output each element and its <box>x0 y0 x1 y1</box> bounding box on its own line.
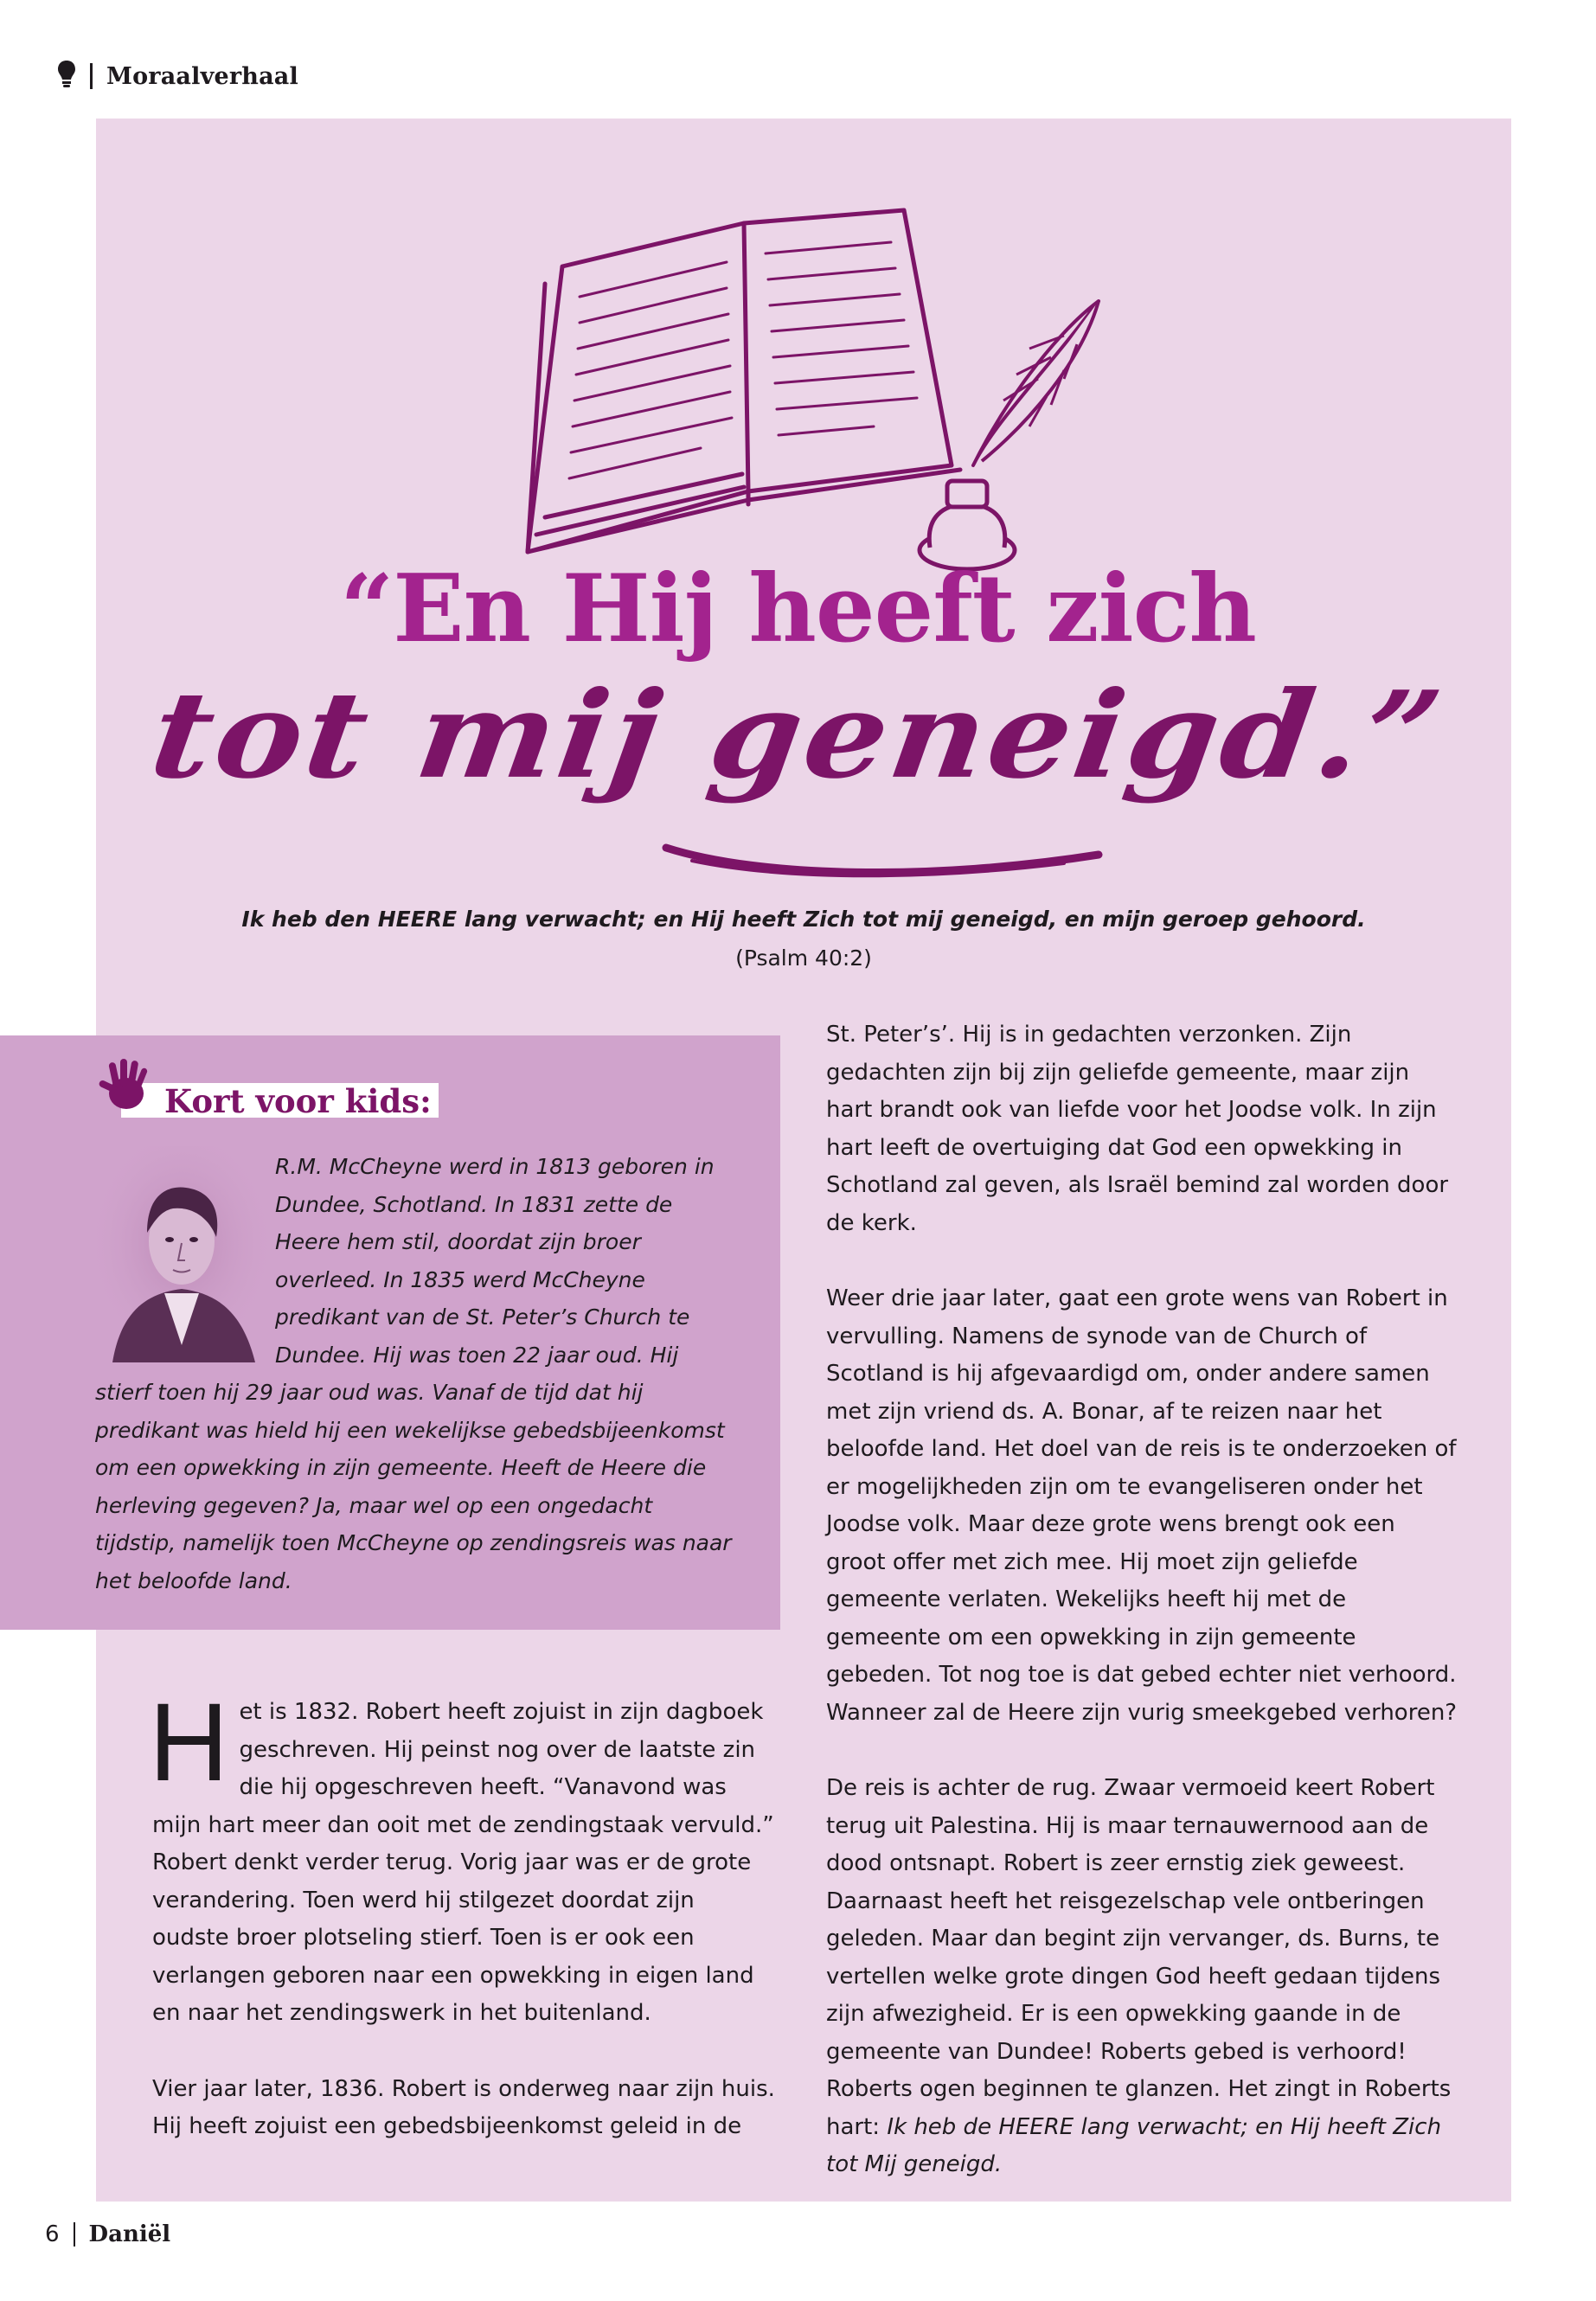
magazine-name: Daniël <box>88 2221 171 2247</box>
page-number: 6 <box>45 2221 60 2247</box>
kids-heading <box>95 1057 439 1118</box>
story-paragraph-5-text: De reis is achter de rug. Zwaar vermoeid keert Robert terug uit Palestina. Hij is maar ternauwernood aan de dood ontsnapt. Robert is zeer ernstig ziek geweest. Daarnaast heeft het reisgezelschap vele ontberingen geleden. Maar dan begint zijn vervanger, ds. Burns, te vertellen welke grote dingen God heeft gedaan tijdens zijn afwezigheid. Er is een opwekking gaande in de gemeente van Dundee! Roberts gebed is verhoord! Roberts ogen beginnen te glanzen. Het zingt in Roberts hart: <box>826 1775 1452 2140</box>
closing-quote: Ik heb de HEERE lang verwacht; en Hij heeft Zich tot Mij geneigd. <box>826 2113 1442 2177</box>
story-paragraph-5 <box>826 1770 1458 2184</box>
footer-separator <box>74 2222 75 2247</box>
section-label: Moraalverhaal <box>106 62 298 90</box>
story-column-right <box>826 1016 1458 2222</box>
drop-cap: H <box>149 1681 229 1804</box>
lightbulb-icon <box>57 60 76 93</box>
scripture-verse: Ik heb den HEERE lang verwacht; en Hij heeft Zich tot mij geneigd, en mijn geroep gehoord. <box>241 907 1366 932</box>
story-paragraph-2: Vier jaar later, 1836. Robert is onderweg naar zijn huis. Hij heeft zojuist een gebedsbijeenkomst geleid in de <box>152 2075 775 2139</box>
handprint-icon <box>95 1057 157 1118</box>
brush-swoosh-decoration <box>657 830 1107 882</box>
story-paragraph-1 <box>149 1681 777 2033</box>
headline-line-2: tot mij geneigd.” <box>143 665 1453 805</box>
story-paragraph-1-text: et is 1832. Robert heeft zojuist in zijn dagboek geschreven. Hij peinst nog over de laatste zin die hij opgeschreven heeft. “Vanavond was mijn hart meer dan ooit met de zendingstaak vervuld.” Robert denkt verder terug. Vorig jaar was er de grote verandering. Toen werd hij stilgezet doordat zijn oudste broer plotseling stierf. Toen is er ook een verlangen geboren naar een opwekking in eigen land en naar het zendingswerk in het buitenland. <box>152 1699 774 2026</box>
kids-text <box>95 1148 735 1599</box>
kids-title: Kort voor kids: <box>121 1083 439 1118</box>
kids-text-body: R.M. McCheyne werd in 1813 geboren in Dundee, Schotland. In 1831 zette de Heere hem stil, doordat zijn broer overleed. In 1835 werd McCheyne predikant van de St. Peter’s Church te Dundee. Hij was toen 22 jaar oud. Hij stierf toen hij 29 jaar oud was. Vanaf de tijd dat hij predikant was hield hij een wekelijkse gebedsbijeenkomst om een opwekking in zijn gemeente. Heeft de Heere die herleving gegeven? Ja, maar wel op een ongedacht tijdstip, namelijk toen McCheyne op zendingsreis was naar het beloofde land. <box>95 1154 732 1593</box>
book-and-quill-icon <box>510 206 1116 578</box>
header-separator <box>90 63 93 89</box>
story-paragraph-3: St. Peter’s’. Hij is in gedachten verzonken. Zijn gedachten zijn bij zijn geliefde gemeente, maar zijn hart brandt ook van liefde voor het Joodse volk. In zijn hart leeft de overtuiging dat God een opwekking in Schotland zal geven, als Israël bemind zal worden door de kerk. <box>826 1022 1449 1236</box>
page-footer <box>45 2221 170 2247</box>
story-paragraph-4: Weer drie jaar later, gaat een grote wens van Robert in vervulling. Namens de synode van de Church of Scotland is hij afgevaardigd om, onder andere samen met zijn vriend ds. A. Bonar, af te reizen naar het beloofde land. Het doel van de reis is te onderzoeken of er mogelijkheden zijn om te evangeliseren onder het Joodse volk. Maar deze grote wens brengt ook een groot offer met zich mee. Hij moet zijn geliefde gemeente verlaten. Wekelijks heeft hij met de gemeente om een opwekking in zijn gemeente gebeden. Tot nog toe is dat gebed echter niet verhoord. Wanneer zal de Heere zijn vurig smeekgebed verhoren? <box>826 1285 1458 1726</box>
story-column-left <box>149 1681 777 2184</box>
scripture-reference: (Psalm 40:2) <box>735 945 872 971</box>
headline-line-1: “En Hij heeft zich <box>340 554 1256 663</box>
page-header <box>57 59 298 93</box>
